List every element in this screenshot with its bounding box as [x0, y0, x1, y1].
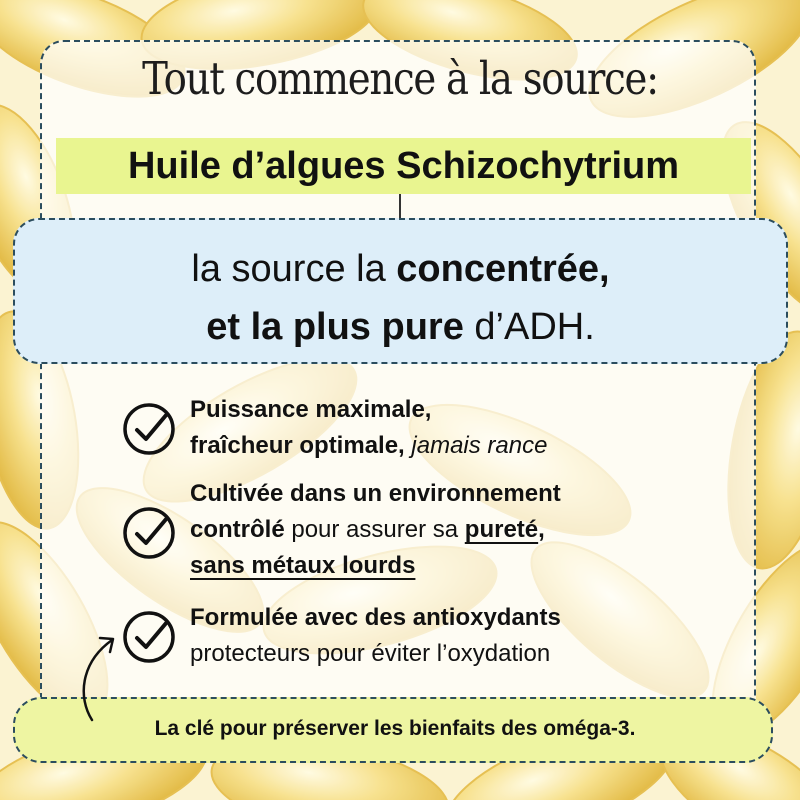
benefit-text-regular: pour assurer sa [284, 516, 465, 543]
benefit-text [190, 476, 710, 584]
benefit-underlined: pureté [464, 516, 539, 543]
benefit-item [120, 600, 680, 680]
source-callout-bold: et la plus pure [206, 306, 464, 348]
source-callout-bold: concentrée, [396, 248, 610, 290]
benefit-underlined: sans métaux lourds [190, 552, 416, 579]
source-callout-box [13, 218, 788, 364]
benefit-item [120, 476, 680, 588]
benefit-text-regular: protecteurs pour éviter l’oxydation [190, 640, 551, 667]
benefit-punctuation: , [538, 516, 545, 543]
curved-arrow-icon [70, 628, 130, 728]
benefit-text [190, 392, 710, 464]
benefit-item [120, 392, 680, 472]
connector-line [399, 194, 401, 218]
highlighted-subtitle: Huile d’algues Schizochytrium [56, 138, 751, 194]
benefit-text [190, 600, 710, 672]
checkmark-circle-icon [120, 400, 178, 458]
benefit-bold: Cultivée dans un environnement [190, 480, 561, 507]
checkmark-circle-icon [120, 504, 178, 562]
source-callout-text: la source la [191, 248, 397, 290]
source-callout-line-2 [15, 306, 786, 349]
source-callout-line-1 [15, 248, 786, 291]
benefit-bold: fraîcheur optimale, [190, 432, 405, 459]
benefit-italic: jamais rance [404, 432, 548, 459]
benefit-bold: Formulée avec des antioxydants [190, 604, 561, 631]
source-callout-text: d’ADH. [463, 306, 595, 348]
benefit-bold: contrôlé [190, 516, 285, 543]
page-heading: Tout commence à la source: [142, 52, 658, 105]
footer-note: La clé pour préserver les bienfaits des oméga-3. [154, 717, 636, 740]
benefit-bold: Puissance maximale, [190, 396, 432, 423]
